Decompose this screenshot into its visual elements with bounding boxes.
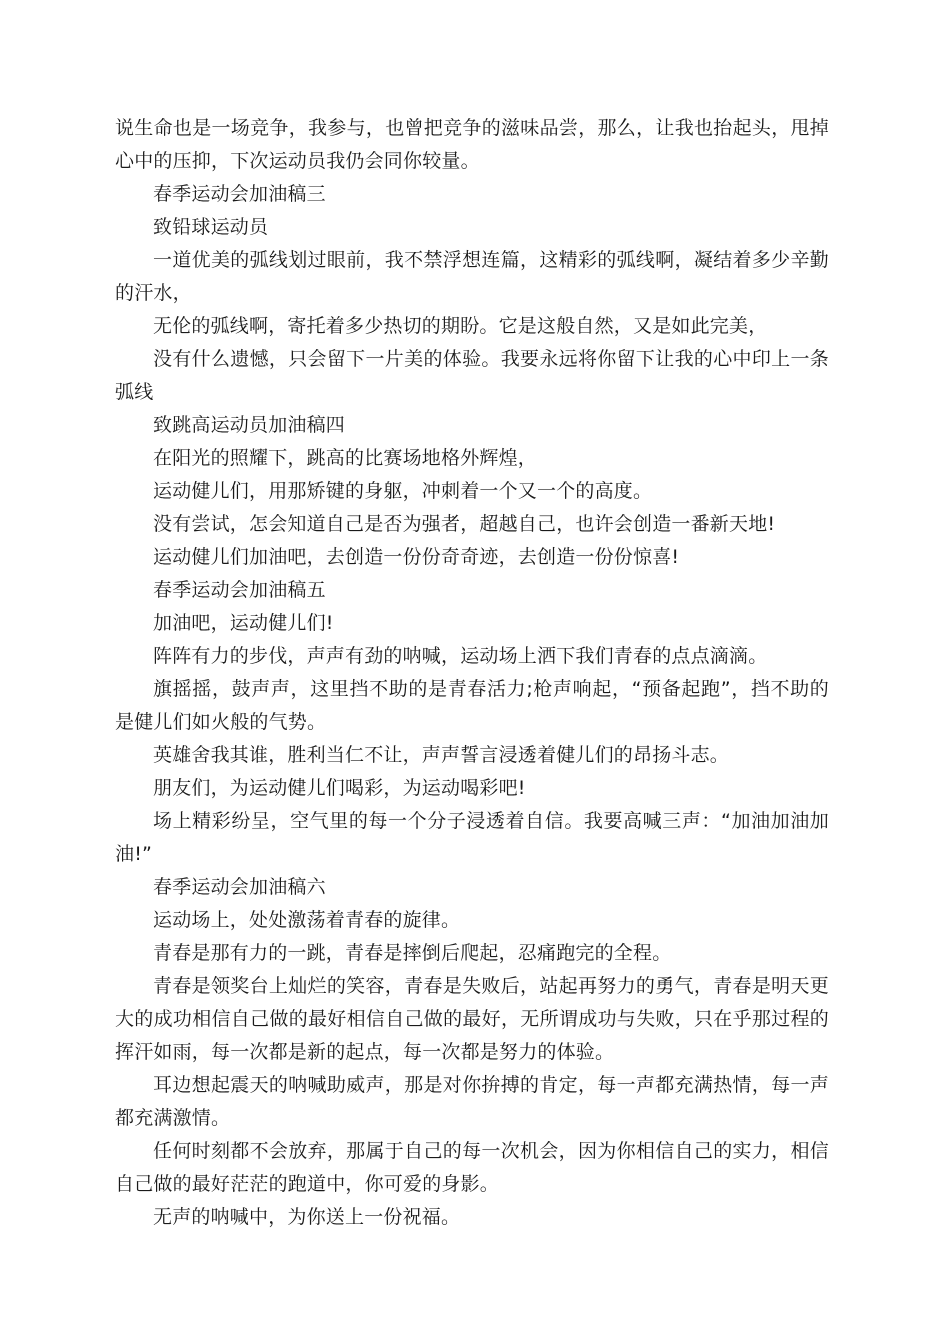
paragraph: 说生命也是一场竞争，我参与，也曾把竞争的滋味品尝，那么，让我也抬起头，甩掉心中的压抑，下次运动员我仍会同你较量。 bbox=[115, 117, 829, 172]
document-body bbox=[115, 112, 829, 1234]
paragraph: 运动健儿们，用那矫键的身躯，冲刺着一个又一个的高度。 bbox=[153, 480, 653, 502]
paragraph: 青春是那有力的一跳，青春是摔倒后爬起，忍痛跑完的全程。 bbox=[153, 942, 672, 964]
paragraph: 场上精彩纷呈，空气里的每一个分子浸透着自信。我要高喊三声：“加油加油加油!” bbox=[115, 810, 829, 865]
paragraph: 没有尝试，怎会知道自己是否为强者，超越自己，也许会创造一番新天地! bbox=[153, 513, 776, 535]
section-heading: 春季运动会加油稿五 bbox=[153, 579, 326, 601]
section-heading: 春季运动会加油稿六 bbox=[153, 876, 326, 898]
paragraph: 在阳光的照耀下，跳高的比赛场地格外辉煌， bbox=[153, 447, 538, 469]
paragraph: 任何时刻都不会放弃，那属于自己的每一次机会，因为你相信自己的实力，相信自己做的最好茫茫的跑道中，你可爱的身影。 bbox=[115, 1140, 829, 1195]
paragraph: 无声的呐喊中，为你送上一份祝福。 bbox=[153, 1206, 461, 1228]
paragraph: 耳边想起震天的呐喊助威声，那是对你拚搏的肯定，每一声都充满热情，每一声都充满激情。 bbox=[115, 1074, 829, 1129]
paragraph: 运动场上，处处激荡着青春的旋律。 bbox=[153, 909, 461, 931]
paragraph: 阵阵有力的步伐，声声有劲的呐喊，运动场上洒下我们青春的点点滴滴。 bbox=[153, 645, 768, 667]
paragraph: 一道优美的弧线划过眼前，我不禁浮想连篇，这精彩的弧线啊，凝结着多少辛勤的汗水， bbox=[115, 249, 829, 304]
paragraph: 加油吧，运动健儿们! bbox=[153, 612, 334, 634]
paragraph: 运动健儿们加油吧，去创造一份份奇奇迹，去创造一份份惊喜! bbox=[153, 546, 680, 568]
section-subheading: 致铅球运动员 bbox=[153, 216, 269, 238]
paragraph: 没有什么遗憾，只会留下一片美的体验。我要永远将你留下让我的心中印上一条弧线 bbox=[115, 348, 829, 403]
paragraph: 朋友们，为运动健儿们喝彩，为运动喝彩吧! bbox=[153, 777, 526, 799]
paragraph: 无伦的弧线啊，寄托着多少热切的期盼。它是这般自然，又是如此完美， bbox=[153, 315, 768, 337]
paragraph: 旗摇摇，鼓声声，这里挡不助的是青春活力;枪声响起，“预备起跑”，挡不助的是健儿们如火般的气势。 bbox=[115, 678, 829, 733]
paragraph: 青春是领奖台上灿烂的笑容，青春是失败后，站起再努力的勇气，青春是明天更大的成功相信自己做的最好相信自己做的最好，无所谓成功与失败，只在乎那过程的挥汗如雨，每一次都是新的起点，每一次都是努力的体验。 bbox=[115, 975, 829, 1063]
section-heading: 春季运动会加油稿三 bbox=[153, 183, 326, 205]
section-heading: 致跳高运动员加油稿四 bbox=[153, 414, 346, 436]
paragraph: 英雄舍我其谁，胜利当仁不让，声声誓言浸透着健儿们的昂扬斗志。 bbox=[153, 744, 730, 766]
